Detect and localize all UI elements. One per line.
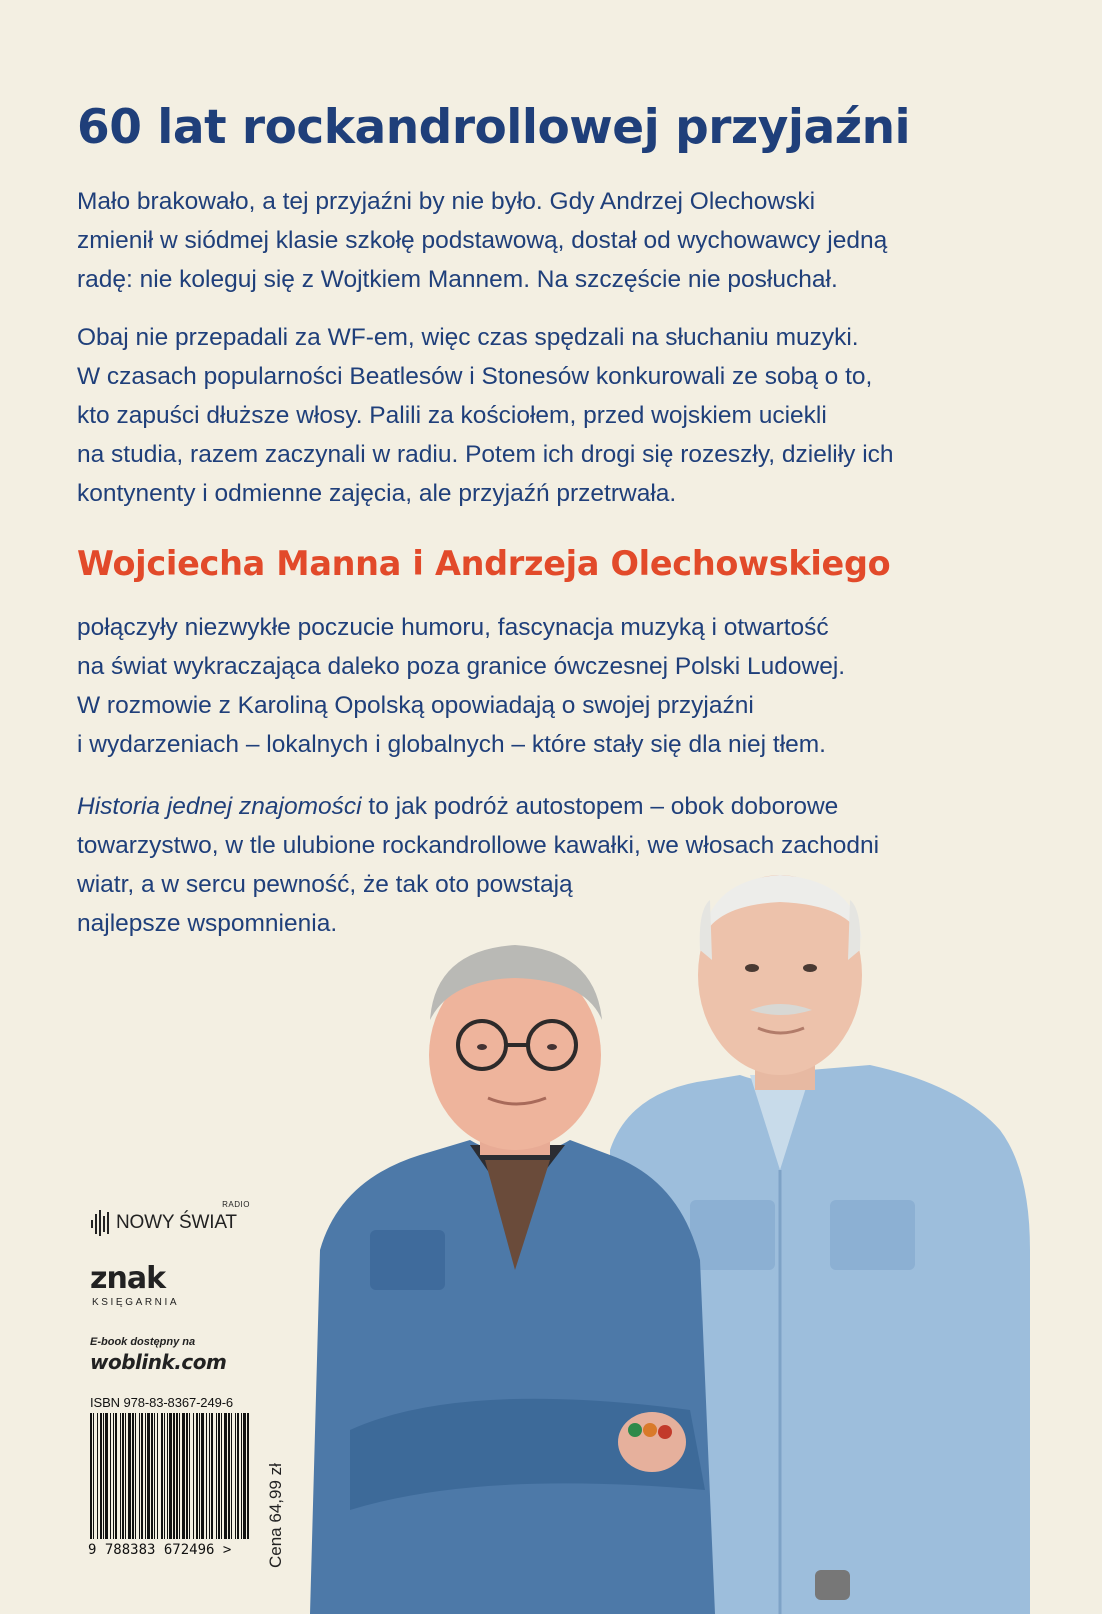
barcode-bar [161, 1413, 163, 1539]
barcode-bar [100, 1413, 102, 1539]
barcode-bar [151, 1413, 153, 1539]
cover-headline: 60 lat rockandrollowej przyjaźni [77, 100, 911, 155]
text-line: na świat wykraczająca daleko poza granice ówczesnej Polski Ludowej. [77, 653, 846, 680]
woblink-logo: woblink.com [90, 1350, 227, 1374]
text-line [77, 787, 1007, 826]
barcode-bar [115, 1413, 117, 1539]
barcode-bar [216, 1413, 217, 1539]
barcode-bar [167, 1413, 168, 1539]
barcode-bar [193, 1413, 194, 1539]
barcode-bar [243, 1413, 246, 1539]
barcode-bar [113, 1413, 114, 1539]
barcode-bar [110, 1413, 111, 1539]
text-line: radę: nie koleguj się z Wojtkiem Mannem. Na szczęście nie posłuchał. [77, 266, 838, 293]
barcode-bar [120, 1413, 121, 1539]
znak-logo [90, 1261, 210, 1315]
price-label [262, 1390, 292, 1568]
price-text: Cena 64,99 zł [266, 1463, 285, 1568]
barcode-bar [93, 1413, 94, 1539]
text-line: W rozmowie z Karoliną Opolską opowiadają o swojej przyjaźni [77, 692, 754, 719]
text-line: i wydarzeniach – lokalnych i globalnych – które stały się dla niej tłem. [77, 731, 826, 758]
barcode-bar [206, 1413, 207, 1539]
barcode-bar [186, 1413, 188, 1539]
radio-label: RADIO [222, 1200, 250, 1209]
text-line-rest: to jak podróż autostopem – obok doborowe [361, 793, 839, 820]
barcode-bar [122, 1413, 124, 1539]
barcode-bar [176, 1413, 178, 1539]
barcode-bar [235, 1413, 236, 1539]
text-line: połączyły niezwykłe poczucie humoru, fascynacja muzyką i otwartość [77, 614, 829, 641]
barcode-bar [231, 1413, 232, 1539]
left-man-figure [310, 945, 715, 1614]
barcode-bar [218, 1413, 220, 1539]
barcode-bar [199, 1413, 200, 1539]
barcode-bar [201, 1413, 204, 1539]
barcode-bar [189, 1413, 190, 1539]
barcode-bar [139, 1413, 140, 1539]
text-line: kto zapuści dłuższe włosy. Palili za kościołem, przed wojskiem uciekli [77, 402, 827, 429]
barcode-bar [103, 1413, 104, 1539]
barcode-bar [241, 1413, 242, 1539]
barcode-bar [211, 1413, 213, 1539]
barcode-bar [228, 1413, 230, 1539]
znak-wordmark: znak [90, 1261, 166, 1296]
barcode-bar [128, 1413, 131, 1539]
barcode-bar [209, 1413, 210, 1539]
text-line: Mało brakowało, a tej przyjaźni by nie było. Gdy Andrzej Olechowski [77, 188, 816, 215]
barcode-bar [157, 1413, 158, 1539]
barcode-bar [90, 1413, 92, 1539]
story-paragraph [77, 318, 1007, 513]
sound-wave-icon [90, 1210, 118, 1236]
text-line: kontynenty i odmienne zajęcia, ale przyjaźń przetrwała. [77, 480, 677, 507]
barcode-bar [182, 1413, 185, 1539]
barcode-bar [97, 1413, 98, 1539]
barcode-bar [135, 1413, 136, 1539]
barcode-bar [169, 1413, 172, 1539]
text-line: na studia, razem zaczynali w radiu. Potem ich drogi się rozeszły, dzieliły ich [77, 441, 894, 468]
book-title-italic: Historia jednej znajomości [77, 793, 362, 820]
authors-subtitle: Wojciecha Manna i Andrzeja Olechowskiego [77, 544, 891, 583]
barcode-bar [105, 1413, 108, 1539]
text-line: wiatr, a w sercu pewność, że tak oto powstają [77, 871, 573, 898]
barcode-bars [88, 1413, 253, 1539]
text-line: Obaj nie przepadali za WF-em, więc czas spędzali na słuchaniu muzyki. [77, 324, 859, 351]
barcode-bar [141, 1413, 143, 1539]
ebook-note [90, 1336, 270, 1374]
text-line: W czasach popularności Beatlesów i Stonesów konkurowali ze sobą o to, [77, 363, 873, 390]
barcode-block [88, 1395, 288, 1563]
barcode-bar [247, 1413, 249, 1539]
radio-nowy-swiat-logo [90, 1200, 250, 1240]
ean-digits: 9 788383 672496 > [88, 1542, 232, 1558]
text-line: towarzystwo, w tle ulubione rockandrollowe kawałki, we włosach zachodni [77, 832, 880, 859]
barcode-bar [145, 1413, 146, 1539]
authors-paragraph [77, 608, 1007, 764]
barcode-bar [147, 1413, 150, 1539]
barcode-bar [224, 1413, 227, 1539]
isbn-text: ISBN 978-83-8367-249-6 [90, 1395, 234, 1410]
barcode-bar [196, 1413, 198, 1539]
barcode-bar [125, 1413, 126, 1539]
barcode-bar [179, 1413, 180, 1539]
text-line: zmienił w siódmej klasie szkołę podstawową, dostał od wychowawcy jedną [77, 227, 888, 254]
barcode-bar [237, 1413, 239, 1539]
radio-name: NOWY ŚWIAT [116, 1212, 237, 1233]
text-line: najlepsze wspomnienia. [77, 910, 338, 937]
ebook-label: E-book dostępny na [90, 1336, 196, 1348]
barcode-bar [154, 1413, 155, 1539]
barcode-bar [132, 1413, 134, 1539]
barcode-bar [221, 1413, 222, 1539]
barcode-bar [173, 1413, 175, 1539]
barcode-bar [164, 1413, 165, 1539]
intro-paragraph [77, 182, 1007, 299]
authors-photo [310, 870, 1102, 1614]
znak-subtitle: KSIĘGARNIA [92, 1297, 180, 1308]
